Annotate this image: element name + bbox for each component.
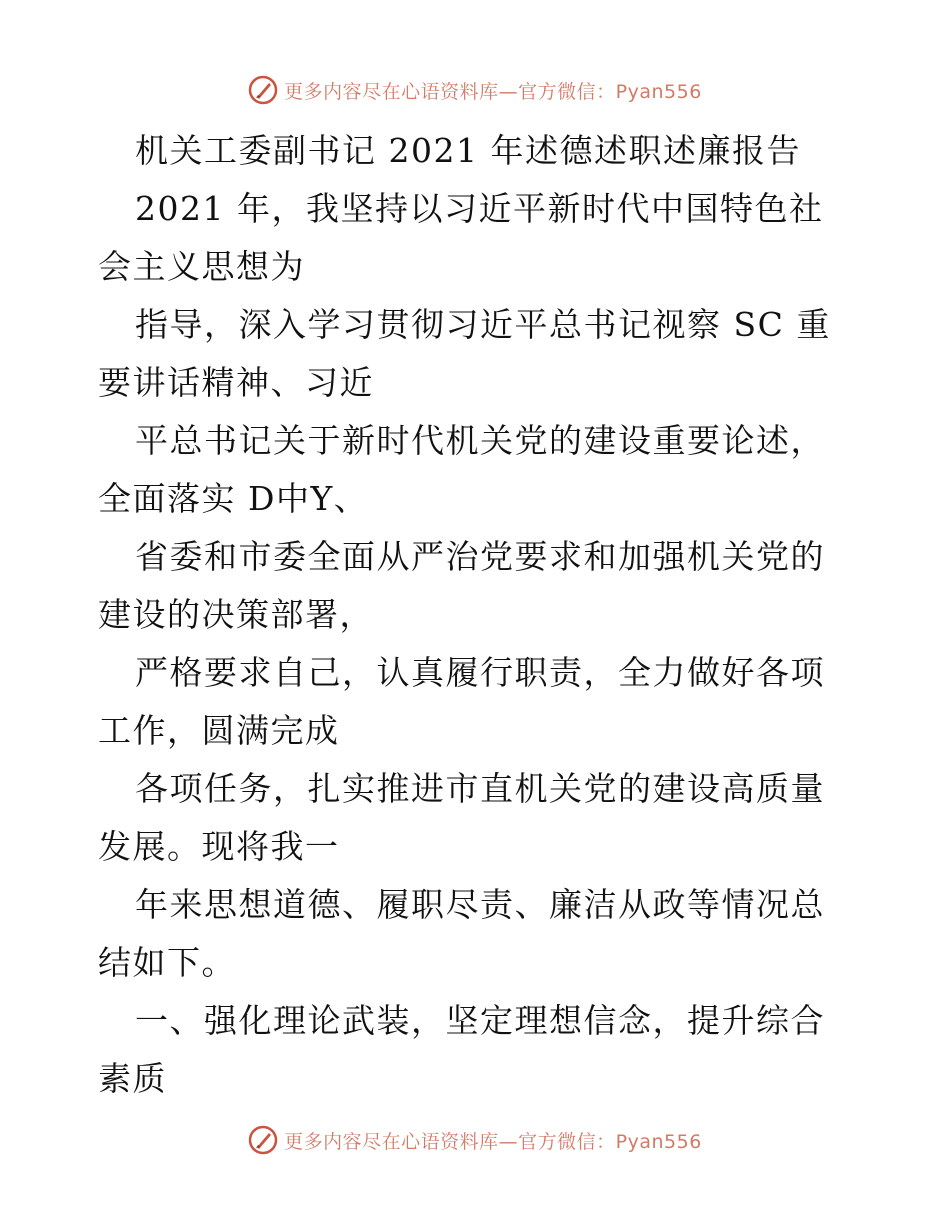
watermark-text: 更多内容尽在心语资料库—官方微信：Pyan556 — [284, 1130, 702, 1153]
document-title: 机关工委副书记 2021 年述德述职述廉报告 — [135, 131, 801, 170]
document-body — [98, 122, 853, 1108]
header-watermark — [0, 72, 950, 108]
paragraph: 年来思想道德、履职尽责、廉洁从政等情况总结如下。 — [98, 885, 825, 982]
watermark-wechat-id: Pyan556 — [615, 80, 702, 103]
section-heading: 一、强化理论武装，坚定理想信念，提升综合素质 — [98, 1001, 825, 1098]
watermark-text: 更多内容尽在心语资料库—官方微信：Pyan556 — [284, 80, 702, 103]
watermark-wechat-id: Pyan556 — [615, 1130, 702, 1153]
paragraph: 各项任务，扎实推进市直机关党的建设高质量发展。现将我一 — [98, 769, 825, 866]
paragraph: 平总书记关于新时代机关党的建设重要论述，全面落实 D中Y、 — [98, 421, 825, 518]
quill-logo-icon — [248, 1125, 278, 1155]
footer-watermark — [0, 1122, 950, 1158]
quill-logo-icon — [248, 75, 278, 105]
paragraph: 严格要求自己，认真履行职责，全力做好各项工作，圆满完成 — [98, 653, 825, 750]
paragraph: 指导，深入学习贯彻习近平总书记视察 SC 重要讲话精神、习近 — [98, 305, 831, 402]
paragraph: 2021 年，我坚持以习近平新时代中国特色社会主义思想为 — [98, 189, 824, 286]
paragraph: 省委和市委全面从严治党要求和加强机关党的建设的决策部署， — [98, 537, 825, 634]
